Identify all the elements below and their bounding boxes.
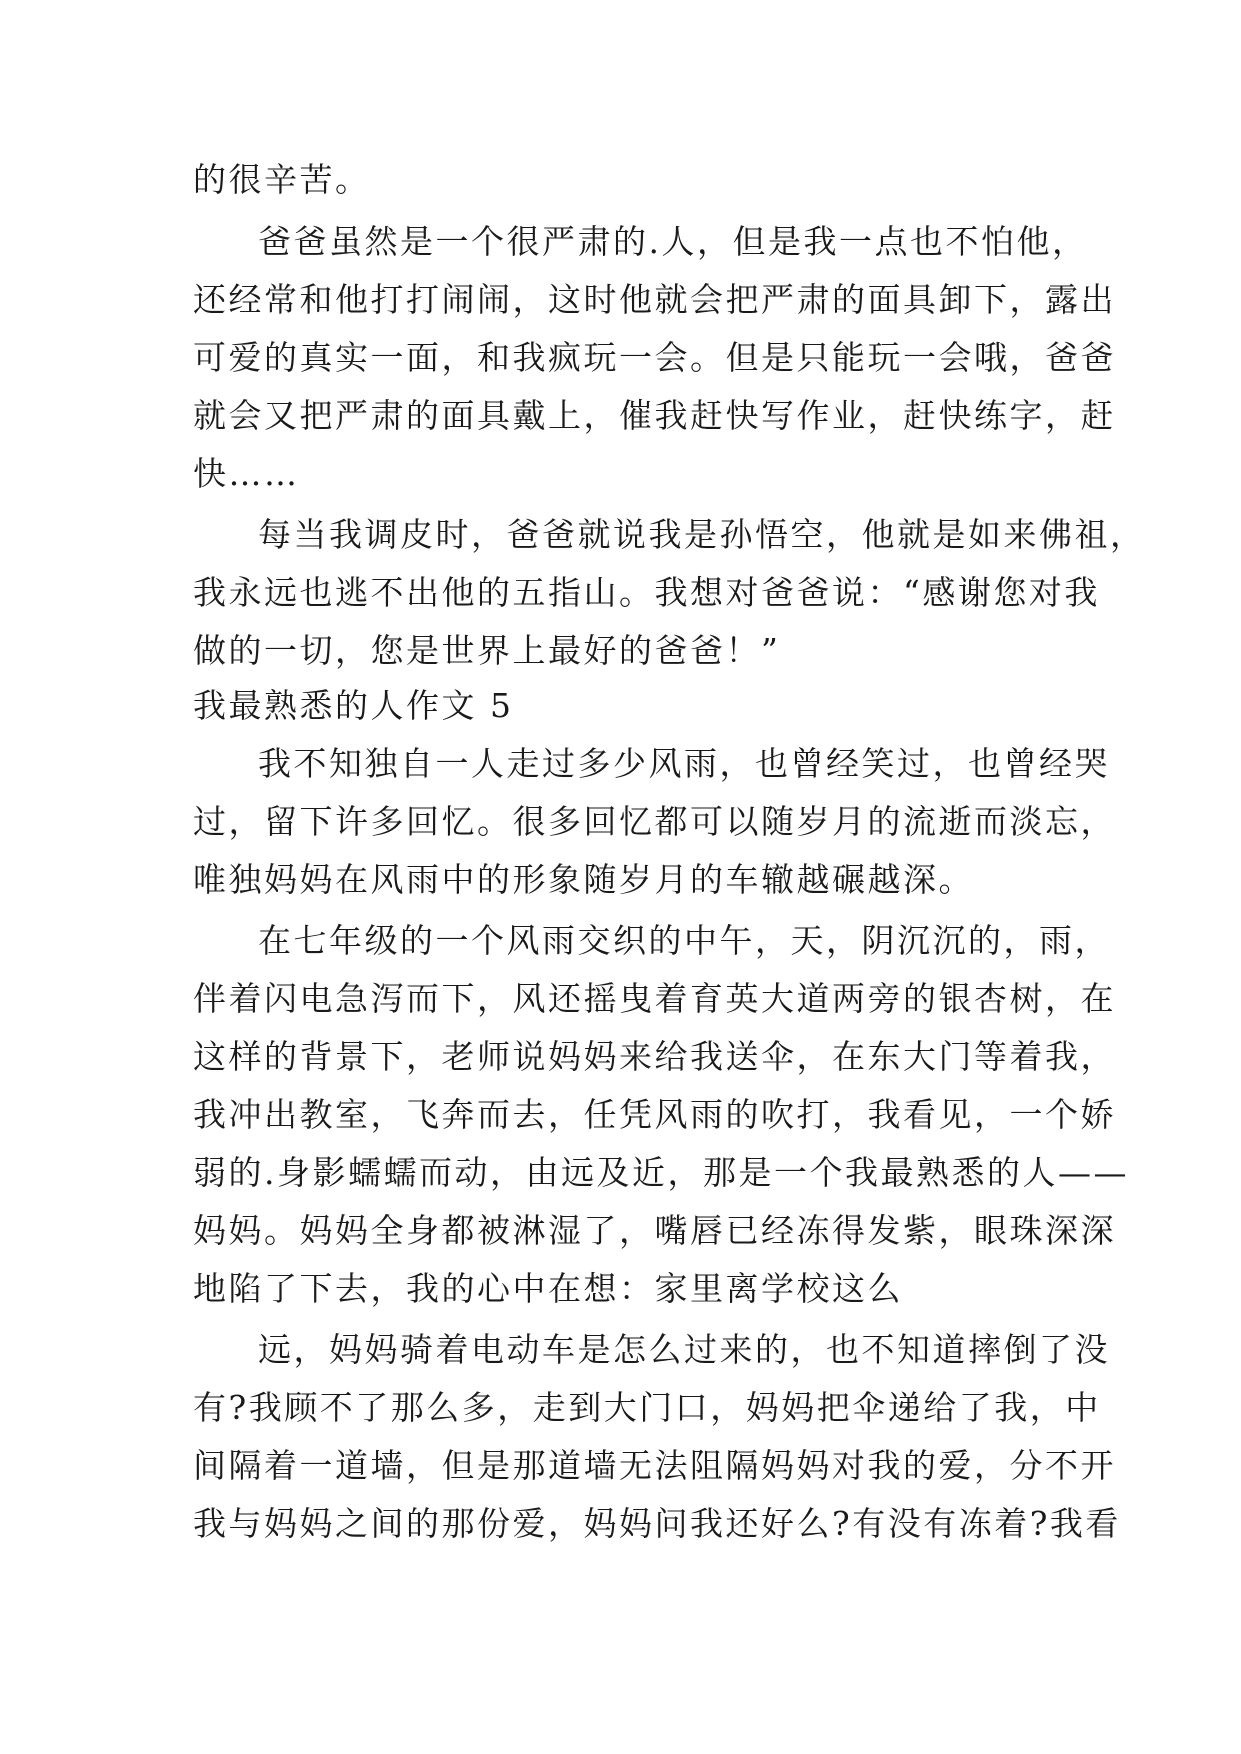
text-line: 我永远也逃不出他的五指山。我想对爸爸说：“感谢您对我 [193,573,1100,612]
text-line: 弱的.身影蠕蠕而动，由远及近，那是一个我最熟悉的人—— [193,1153,1129,1192]
text-line: 地陷了下去，我的心中在想：家里离学校这么 [193,1269,903,1308]
text-line: 唯独妈妈在风雨中的形象随岁月的车辙越碾越深。 [193,860,974,899]
text-line: 做的一切，您是世界上最好的爸爸！” [193,631,781,670]
text-line: 可爱的真实一面，和我疯玩一会。但是只能玩一会哦，爸爸 [193,338,1116,377]
text-line: 妈妈。妈妈全身都被淋湿了，嘴唇已经冻得发紫，眼珠深深 [193,1211,1116,1250]
text-line: 快…… [193,454,300,493]
text-line: 的很辛苦。 [193,160,371,199]
text-line: 这样的背景下，老师说妈妈来给我送伞，在东大门等着我， [193,1037,1116,1076]
text-line: 我冲出教室，飞奔而去，任凭风雨的吹打，我看见，一个娇 [193,1095,1116,1134]
paragraph-first-line: 远，妈妈骑着电动车是怎么过来的，也不知道摔倒了没 [258,1330,1110,1369]
text-line: 还经常和他打打闹闹，这时他就会把严肃的面具卸下，露出 [193,280,1116,319]
paragraph-first-line: 每当我调皮时，爸爸就说我是孙悟空，他就是如来佛祖， [258,515,1146,554]
text-line: 就会又把严肃的面具戴上，催我赶快写作业，赶快练字，赶 [193,396,1116,435]
paragraph-first-line: 在七年级的一个风雨交织的中午，天，阴沉沉的，雨， [258,921,1110,960]
text-line: 我与妈妈之间的那份爱，妈妈问我还好么?有没有冻着?我看 [193,1504,1121,1543]
paragraph-first-line: 爸爸虽然是一个很严肃的.人，但是我一点也不怕他， [258,222,1088,261]
paragraph-first-line: 我不知独自一人走过多少风雨，也曾经笑过，也曾经哭 [258,744,1110,783]
text-line: 有?我顾不了那么多，走到大门口，妈妈把伞递给了我，中 [193,1388,1101,1427]
text-line: 伴着闪电急泻而下，风还摇曳着育英大道两旁的银杏树，在 [193,979,1116,1018]
text-line: 过，留下许多回忆。很多回忆都可以随岁月的流逝而淡忘， [193,802,1116,841]
section-heading: 我最熟悉的人作文 5 [193,686,514,725]
text-line: 间隔着一道墙，但是那道墙无法阻隔妈妈对我的爱，分不开 [193,1446,1116,1485]
